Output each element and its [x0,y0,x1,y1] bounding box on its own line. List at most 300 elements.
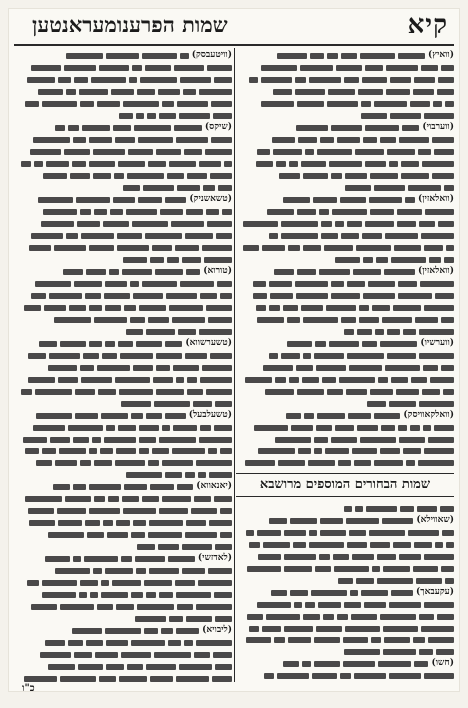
text-line [236,302,454,313]
text-word [165,413,186,419]
text-word [180,77,211,83]
text-word [441,566,454,572]
text-word [135,556,165,562]
text-word [434,425,454,431]
text-word [391,257,426,263]
text-word [83,353,99,359]
text-word [399,437,425,443]
text-word [445,578,454,584]
entry-town: (וואלקאוויסק) [403,409,454,420]
text-line [236,634,454,645]
text-word [73,437,89,443]
text-line [14,86,232,97]
text-word [353,269,381,275]
text-word [94,209,107,215]
text-word [130,281,139,287]
text-word [319,209,329,215]
text-word [162,496,191,502]
text-word [132,221,168,227]
text-word [273,89,292,95]
text-word [376,257,388,263]
text-line [236,110,454,121]
text-word [344,329,354,335]
text-word [291,425,313,431]
text-word [152,245,172,251]
text-word [310,53,324,59]
text-line [14,218,232,229]
text-line [236,362,454,373]
text-word [40,652,71,658]
text-word [290,590,308,596]
text-word [78,664,103,670]
text-word [104,293,130,299]
text-word [400,506,414,512]
text-word [320,137,334,143]
text-word [209,472,232,478]
text-word [380,137,396,143]
text-word [424,554,454,560]
text-word [179,113,210,119]
text-line [236,146,454,157]
text-word [380,448,400,454]
text-word [303,245,321,251]
text-word [334,566,369,572]
text-word [341,233,359,239]
text-word [243,221,278,227]
text-word [110,209,123,215]
text-word [245,377,272,383]
text-word [287,341,312,347]
text-word [265,389,294,395]
text-word [206,389,232,395]
text-word [86,269,106,275]
text-word [182,568,205,574]
text-word [369,197,402,203]
text-word [81,377,112,383]
text-word [90,592,98,598]
text-word [49,293,82,299]
text-word [437,89,454,95]
text-word [372,566,380,572]
text-word [375,329,384,335]
text-word [333,554,349,560]
text-word [120,353,153,359]
text-word [331,125,362,131]
text-word [363,137,377,143]
text-word [43,209,77,215]
text-word [275,437,311,443]
text-word [198,472,206,478]
text-word [44,305,66,311]
text-word [204,257,232,263]
text-word [103,520,113,526]
entry-town: (וואלאזין) [417,265,454,276]
text-word [352,554,374,560]
text-word [81,233,114,239]
text-word [97,101,120,107]
text-word [167,257,179,263]
text-word [153,377,173,383]
text-word [352,448,377,454]
text-word [425,209,454,215]
text-line [236,206,454,217]
text-word [159,592,173,598]
text-word [298,137,317,143]
text-word [394,245,421,251]
text-word [121,652,151,658]
text-word [360,53,395,59]
text-word [24,676,57,682]
text-word [382,317,412,323]
text-word [343,661,375,667]
text-line [236,98,454,109]
text-word [365,161,386,167]
text-word [304,413,314,419]
text-word [109,269,119,275]
text-word [355,149,384,155]
text-word [199,329,232,335]
text-word [171,221,204,227]
text-word [366,506,397,512]
text-word [362,77,387,83]
text-word [118,341,133,347]
text-word [140,77,177,83]
text-word [85,520,100,526]
text-word [327,101,358,107]
text-word [33,137,70,143]
text-word [257,530,281,536]
text-word [54,317,91,323]
text-word [89,508,120,514]
text-word [105,281,127,287]
text-line [236,457,454,468]
text-word [370,542,390,548]
text-word [444,185,454,191]
text-line [236,230,454,241]
text-word [321,233,338,239]
text-word [346,518,379,524]
text-line [14,601,232,612]
text-word [213,652,232,658]
text-word [269,233,278,239]
text-word [254,425,288,431]
text-line [14,350,232,361]
text-word [21,389,32,395]
text-word [214,592,232,598]
text-word [76,197,110,203]
text-word [208,317,232,323]
text-word [31,604,57,610]
text-word [438,77,454,83]
text-word [158,89,180,95]
text-word [168,640,181,646]
text-word [206,209,219,215]
text-line [236,182,454,193]
text-word [438,221,454,227]
text-word [430,377,454,383]
text-word [92,437,101,443]
text-word [374,185,405,191]
text-word [446,245,454,251]
text-word [156,353,182,359]
text-line [14,422,232,433]
text-word [123,508,156,514]
text-word [138,137,173,143]
text-word [31,65,61,71]
text-word [206,305,232,311]
text-word [142,281,177,287]
text-word [60,341,86,347]
text-word [317,149,352,155]
text-word [211,101,232,107]
entry-town: (טשעלבעל) [188,409,232,420]
text-word [38,89,63,95]
text-word [58,520,82,526]
text-word [208,568,232,574]
text-word [63,269,83,275]
text-word [313,197,337,203]
text-word [359,317,379,323]
text-line [236,527,454,538]
text-line [14,386,232,397]
text-word [246,637,271,643]
text-word [131,413,143,419]
text-word [95,652,118,658]
text-word [178,329,196,335]
text-line [236,50,454,61]
text-word [199,161,221,167]
text-line [236,338,454,349]
text-word [303,317,338,323]
text-word [398,425,407,431]
text-word [196,460,232,466]
text-word [55,568,90,574]
text-word [94,460,112,466]
text-word [77,221,100,227]
text-line [14,410,232,421]
text-word [159,508,188,514]
text-word [94,496,105,502]
text-word [283,197,310,203]
text-word [283,661,299,667]
text-word [31,233,63,239]
text-word [214,496,232,502]
text-word [89,305,102,311]
text-word [278,460,305,466]
text-line [14,577,232,588]
text-word [102,353,117,359]
text-word [424,305,454,311]
text-word [365,125,399,131]
text-word [385,233,418,239]
text-word [73,484,86,490]
text-word [383,649,416,655]
text-word [185,472,195,478]
text-word [185,233,213,239]
entry-town: (לאדזשי) [197,553,232,564]
text-word [309,542,344,548]
text-line [14,206,232,217]
text-word [46,161,69,167]
text-word [371,637,381,643]
text-line [14,362,232,373]
text-word [215,616,232,622]
text-word [205,149,232,155]
text-word [305,602,315,608]
text-word [444,257,454,263]
text-word [45,640,65,646]
text-word [107,532,128,538]
text-word [284,626,313,632]
text-word [152,448,169,454]
text-word [156,149,181,155]
text-line [236,422,454,433]
text-word [357,425,378,431]
text-word [331,293,360,299]
text-word [421,233,454,239]
text-word [23,437,47,443]
text-line [14,170,232,181]
text-word [441,65,454,71]
text-word [387,149,415,155]
text-line [14,230,232,241]
text-word [220,448,232,454]
text-word [176,137,208,143]
text-word [126,329,143,335]
text-word [124,305,136,311]
text-word [386,65,418,71]
text-word [288,637,311,643]
text-line [14,661,232,672]
text-word [167,173,184,179]
text-word [421,626,454,632]
text-word [116,448,136,454]
text-word [185,353,207,359]
text-word [177,484,193,490]
text-word [158,544,179,550]
text-word [318,602,341,608]
text-word [136,568,146,574]
text-word [105,568,133,574]
text-word [270,293,293,299]
text-word [35,281,71,287]
text-word [126,209,157,215]
text-word [116,604,134,610]
text-word [55,460,77,466]
text-word [327,53,338,59]
text-word [191,508,217,514]
text-word [29,245,51,251]
text-word [114,173,124,179]
text-word [82,125,110,131]
text-line [14,398,232,409]
text-line [14,110,232,121]
text-word [349,530,366,536]
text-word [89,448,97,454]
text-word [28,377,55,383]
text-word [343,637,368,643]
text-word [93,173,111,179]
text-word [146,592,156,598]
text-line [14,62,232,73]
text-word [361,113,387,119]
text-word [403,448,421,454]
text-word [159,437,196,443]
text-word [165,472,182,478]
text-word [389,673,421,679]
text-word [296,125,328,131]
text-word [370,389,393,395]
text-word [113,125,131,131]
text-word [421,65,438,71]
text-word [123,101,159,107]
text-word [396,389,419,395]
text-line [236,434,454,445]
text-word [309,77,341,83]
text-word [33,425,65,431]
text-word [281,233,318,239]
text-word [296,365,313,371]
text-word [165,197,186,203]
text-word [176,628,199,634]
text-word [424,113,454,119]
text-word [28,508,54,514]
text-word [315,341,326,347]
text-word [154,652,191,658]
text-word [42,448,56,454]
text-word [290,518,317,524]
text-word [25,101,39,107]
text-word [213,113,232,119]
text-word [441,365,454,371]
text-word [89,341,102,347]
text-word [198,580,232,586]
text-word [273,149,302,155]
text-word [196,640,232,646]
text-line [236,194,454,205]
text-word [41,221,74,227]
text-line [14,625,232,636]
text-word [134,125,171,131]
text-word [54,245,86,251]
text-word [415,317,438,323]
text-word [121,556,132,562]
text-word [262,245,285,251]
text-word [257,602,291,608]
text-word [66,53,103,59]
text-word [381,425,395,431]
text-word [211,137,232,143]
text-word [408,185,441,191]
text-word [253,281,266,287]
text-word [331,437,357,443]
text-word [329,161,362,167]
text-word [222,209,232,215]
text-word [303,173,328,179]
text-word [269,305,280,311]
text-word [441,317,454,323]
text-word [101,413,128,419]
text-line [236,646,454,657]
text-line [14,637,232,648]
entry-town: (חשו) [431,658,454,669]
text-word [43,173,67,179]
text-word [209,520,232,526]
text-word [127,173,164,179]
text-word [301,305,323,311]
text-line [236,386,454,397]
text-line [236,86,454,97]
